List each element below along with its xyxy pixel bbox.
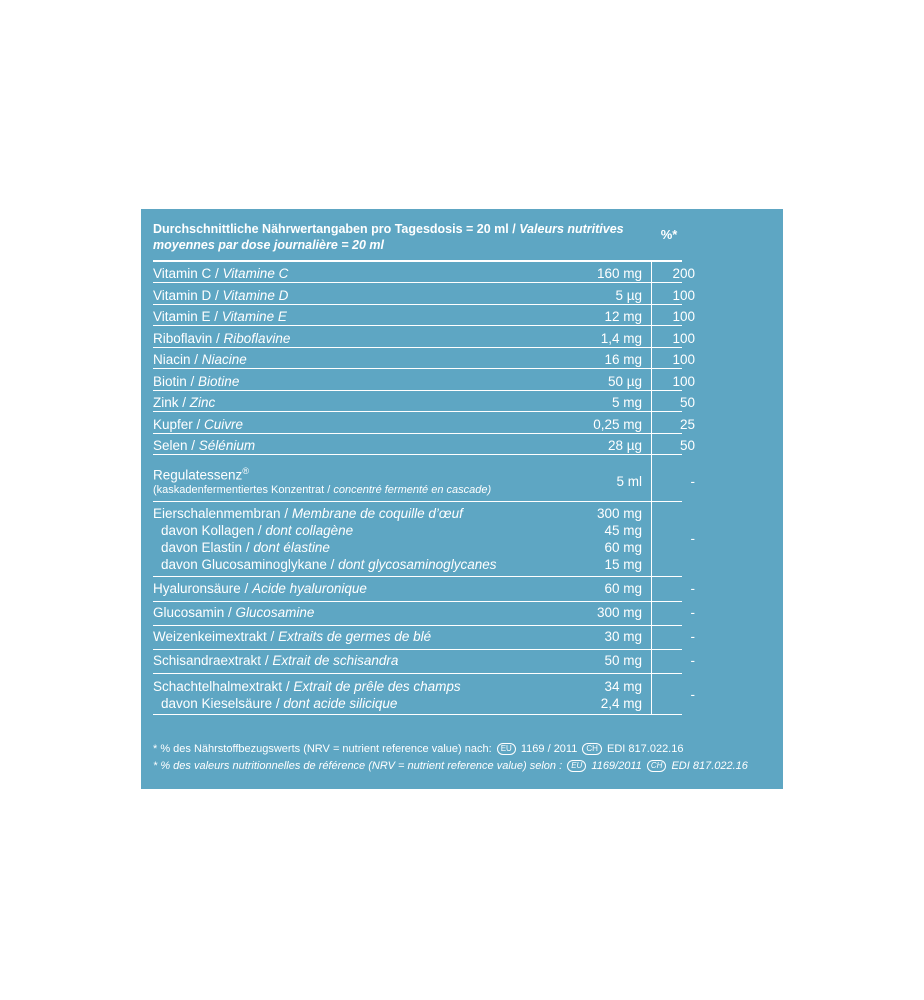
row-name-de: Selen [153, 438, 188, 453]
row-name-de: Hyaluronsäure [153, 581, 241, 596]
eier-pct: - [690, 531, 695, 546]
schacht-sub-amount: 2,4 mg [600, 696, 642, 711]
row-divider [153, 411, 682, 412]
row-divider [153, 454, 682, 455]
row-amount: 30 mg [604, 629, 642, 644]
row-name-fr: Acide hyaluronique [252, 581, 367, 596]
row-name-de: Riboflavin [153, 330, 213, 346]
header-de: Durchschnittliche Nährwertangaben pro Tagesdosis = 20 ml / [153, 222, 520, 236]
schacht-amount: 34 mg [604, 679, 642, 694]
row-name-fr: Extrait de schisandra [272, 653, 399, 668]
eier-amount: 300 mg [596, 506, 642, 521]
row-name-fr: Vitamine C [222, 266, 289, 281]
row-name-fr: Sélénium [198, 438, 256, 453]
row-amount: 28 µg [607, 438, 642, 453]
regulat-sub-de: (kaskadenfermentiertes Konzentrat / [153, 484, 334, 496]
regulat-sub [153, 482, 491, 499]
schacht-sub: davon Kieselsäure / dont acide silicique [161, 696, 398, 711]
row-name-fr: Zinc [189, 395, 216, 410]
row-divider [153, 714, 682, 715]
row-pct: 100 [672, 287, 695, 303]
nutrition-panel: Durchschnittliche Nährwertangaben pro Tagesdosis = 20 ml / Valeurs nutritives moyennes par dose journalière = 20 ml %* Vitamin C / Vitamine C 160 mg 200 Vitamin D / Vitamine D 5 µg 100 Vitamin E / Vitamine E 12 mg 100 Riboflavin / Riboflavine 1,4 mg 100 Niacin / Niacine 16 mg 100 Biotin / Biotine 50 µg 100 Zink / Zinc 5 mg 50 Kupfer / Cuivre 0,25 mg 25 Selen / Sélénium 28 µg 50 Regulatessenz® (kaskadenfermentiertes Konzentrat / concentré fermenté en cascade) 5 ml - Eierschalenmembran / Membrane de coquille d’œuf 300 mg davon Kollagen / dont collagène 45 mg davon Elastin / dont élastine 60 mg davon Glucosaminoglykane / dont glycosaminoglycanes 15 mg - Hyaluronsäure / Acide hyaluronique 60 mg - Glucosamin / Glucosamine 300 mg - Weizenkeimextrakt / Extraits de germes de blé 30 mg - Schisandraextrakt / Extrait de schisandra 50 mg - Schachtelhalmextrakt / Extrait de prêle des champs 34 mg davon Kieselsäure / dont acide silicique 2,4 mg - * % des Nährstoffbezugswerts (NRV = nutrient reference value) nach: EU 1169 / 2011 CH EDI 817.022.16 * % des valeurs nutritionnelles de référence (NRV = nutrient reference value) selon : EU 1169/2011 CH EDI 817.022.16 [141, 209, 783, 789]
row-pct: - [690, 653, 695, 668]
schacht-de: Schachtelhalmextrakt [153, 679, 283, 694]
row-pct: 200 [672, 266, 695, 281]
footnote-de: * % des Nährstoffbezugswerts (NRV = nutrient reference value) nach: EU 1169 / 2011 CH EDI 817.022.16 [153, 743, 684, 755]
row-name-de: Weizenkeimextrakt [153, 629, 267, 644]
row-pct: - [690, 605, 695, 620]
regulat-name: Regulatessenz [153, 467, 243, 483]
row-name-fr: Riboflavine [223, 330, 291, 346]
row-name-de: Vitamin D [153, 287, 212, 303]
row-pct: - [690, 629, 695, 644]
eu-badge-icon: EU [497, 743, 516, 755]
row-pct: 100 [672, 373, 695, 389]
regulat-pct: - [690, 474, 695, 489]
schacht-fr: Extrait de prêle des champs [293, 679, 461, 694]
row-amount: 0,25 mg [593, 416, 642, 432]
eu-badge-icon-2: EU [567, 760, 586, 772]
row-name-de: Schisandraextrakt [153, 653, 262, 668]
row-amount: 5 mg [611, 395, 642, 410]
ch-badge-icon-2: CH [647, 760, 667, 772]
row-divider [153, 433, 682, 434]
eier-sub-3: davon Glucosaminoglykane / dont glycosaminoglycanes [161, 557, 497, 572]
row-pct: 50 [679, 438, 695, 453]
row-divider [153, 625, 682, 626]
row-amount: 12 mg [604, 309, 642, 324]
row-name-de: Vitamin E [153, 309, 211, 324]
percent-header: %* [660, 227, 678, 242]
row-amount: 50 mg [604, 653, 642, 668]
row-divider [153, 325, 682, 326]
header-divider [153, 260, 682, 262]
ch-badge-icon: CH [582, 743, 602, 755]
row-name-de: Zink [153, 395, 179, 410]
eier-sub-2-amount: 60 mg [604, 540, 642, 555]
row-name-fr: Extraits de germes de blé [278, 629, 432, 644]
eier-sub-2: davon Elastin / dont élastine [161, 540, 330, 555]
row-name-fr: Glucosamine [235, 605, 315, 620]
row-name-fr: Vitamine E [221, 309, 287, 324]
column-divider [651, 261, 652, 714]
row-amount: 1,4 mg [600, 330, 642, 346]
eier-sub-1: davon Kollagen / dont collagène [161, 523, 354, 538]
row-name-fr: Vitamine D [222, 287, 289, 303]
eier-sub-3-amount: 15 mg [604, 557, 642, 572]
regulat-amount: 5 ml [616, 474, 642, 489]
row-pct: 100 [672, 330, 695, 346]
row-name-de: Glucosamin [153, 605, 225, 620]
row-divider [153, 282, 682, 283]
row-amount: 16 mg [604, 352, 642, 367]
row-amount: 60 mg [604, 581, 642, 596]
row-divider [153, 304, 682, 305]
row-divider [153, 368, 682, 369]
row-divider [153, 501, 682, 502]
regulat-sub-fr: concentré fermenté en cascade) [333, 484, 492, 496]
row-divider [153, 347, 682, 348]
row-divider [153, 601, 682, 602]
row-pct: 100 [672, 352, 695, 367]
row-divider [153, 649, 682, 650]
footnote-fr: * % des valeurs nutritionnelles de référence (NRV = nutrient reference value) selon : EU 1169/2011 CH EDI 817.022.16 [153, 760, 748, 772]
row-amount: 300 mg [596, 605, 642, 620]
row-pct: 25 [679, 416, 695, 432]
row-pct: 100 [672, 309, 695, 324]
row-divider [153, 390, 682, 391]
registered-mark: ® [242, 466, 249, 476]
row-amount: 5 µg [615, 287, 642, 303]
row-pct: 50 [679, 395, 695, 410]
row-amount: 160 mg [596, 266, 642, 281]
row-name-de: Kupfer [153, 416, 193, 432]
eier-sub-1-amount: 45 mg [604, 523, 642, 538]
row-divider [153, 576, 682, 577]
row-name-de: Vitamin C [153, 266, 212, 281]
eier-fr: Membrane de coquille d’œuf [291, 506, 463, 521]
row-name-de: Biotin [153, 373, 187, 389]
row-name-de: Niacin [153, 352, 191, 367]
row-divider [153, 673, 682, 674]
row-name-fr: Cuivre [204, 416, 244, 432]
eier-de: Eierschalenmembran [153, 506, 281, 521]
row-name-fr: Biotine [198, 373, 240, 389]
schacht-pct: - [690, 687, 695, 702]
row-name-fr: Niacine [201, 352, 247, 367]
table-header [153, 221, 643, 253]
row-amount: 50 µg [607, 373, 642, 389]
row-pct: - [690, 581, 695, 596]
header-fr: Valeurs nutritives moyennes par dose journalière = 20 ml [153, 222, 624, 252]
